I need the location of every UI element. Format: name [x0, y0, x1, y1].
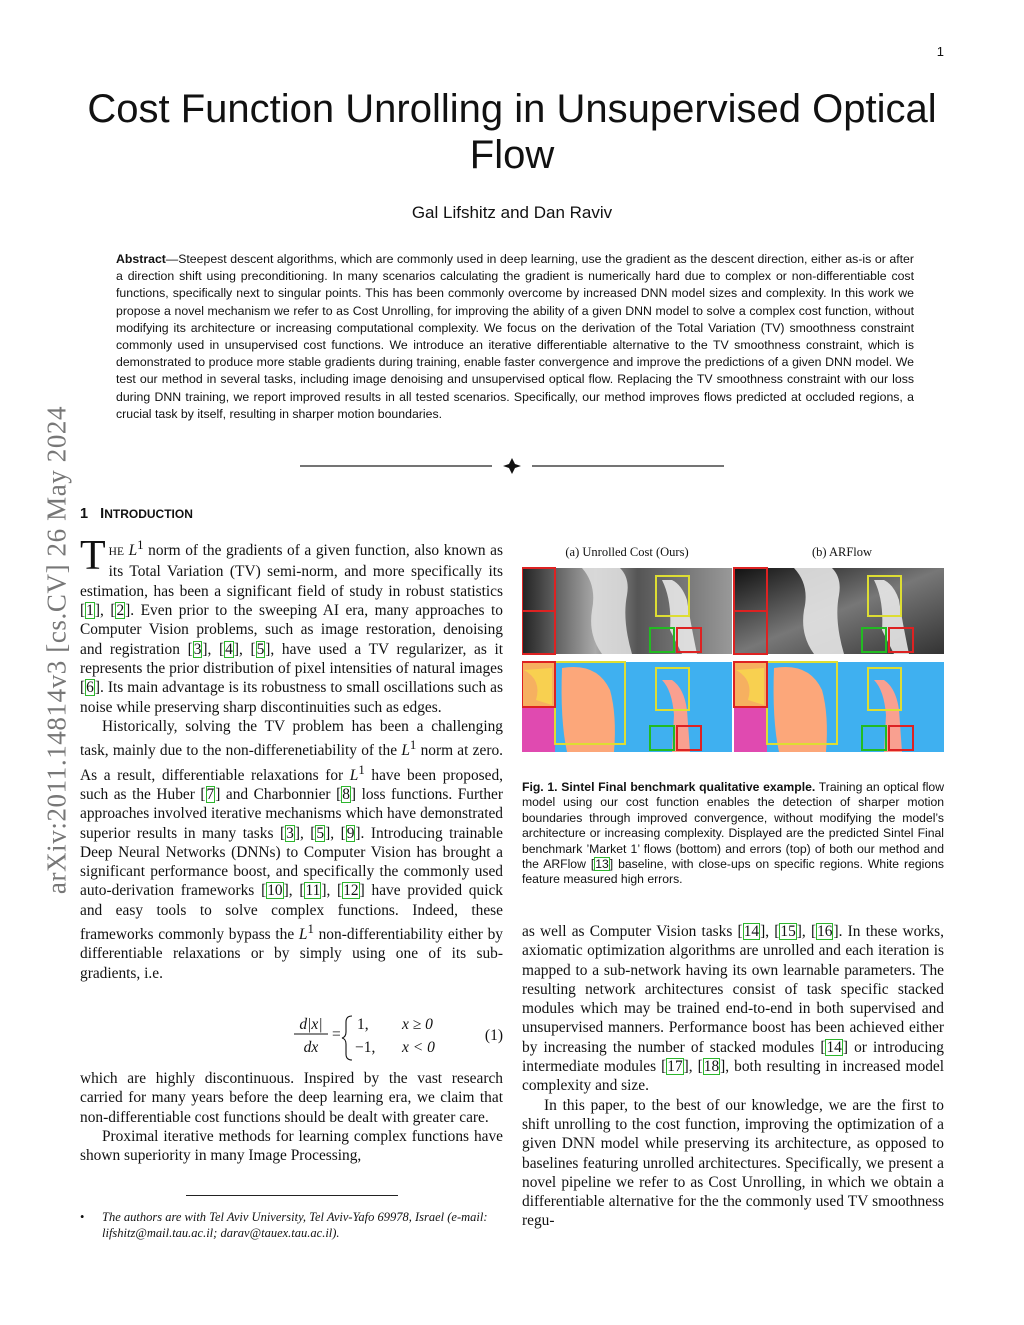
footnote: [80, 1209, 503, 1241]
eq-case1-cond: x ≥ 0: [402, 1016, 433, 1033]
panel-b-error-map: [734, 568, 944, 654]
citation-link[interactable]: 5: [316, 824, 325, 842]
equation-1: [80, 1010, 503, 1068]
drop-cap: T: [80, 533, 106, 579]
section-title-first: I: [100, 506, 105, 522]
footnote-bullet: •: [80, 1210, 85, 1224]
panel-a-flow-map: [522, 662, 732, 752]
citation-link[interactable]: 3: [193, 640, 202, 658]
citation-link[interactable]: 18: [703, 1058, 720, 1076]
citation-link[interactable]: 12: [343, 882, 359, 900]
citation-link[interactable]: 11: [305, 882, 321, 900]
l1-superscript: 1: [137, 538, 144, 552]
section-title-rest: NTRODUCTION: [104, 507, 193, 521]
citation-link[interactable]: 10: [267, 882, 283, 900]
abstract-label: Abstract: [116, 252, 166, 266]
citation-link[interactable]: 7: [206, 785, 215, 803]
citation-link[interactable]: 2: [116, 602, 125, 620]
citation-link[interactable]: 13: [595, 857, 609, 872]
citation-link[interactable]: 9: [346, 824, 355, 842]
column-left-top: [80, 533, 504, 983]
column-left-bottom: [80, 1069, 503, 1165]
section-number: 1: [80, 506, 89, 522]
eq-case2-cond: x < 0: [402, 1039, 435, 1056]
citation-link[interactable]: 6: [86, 679, 94, 697]
section-heading: [80, 506, 193, 522]
citation-link[interactable]: 16: [817, 923, 833, 940]
citation-link[interactable]: 5: [256, 640, 265, 658]
citation-link[interactable]: 15: [780, 923, 796, 940]
citation-link[interactable]: 14: [743, 923, 760, 940]
eq-case1-value: 1,: [357, 1016, 369, 1033]
intro-paragraph-2: Historically, solving the TV problem has been a challenging task, mainly due to the non-differenetiability of the $L^1$ norm at zero. As a result, differentiable relaxations for $L^1$ have been proposed, such as the Huber [7] and Charbonnier [8] loss functions. Further approaches involved iterative mechanisms which have demonstrated superior results in many tasks [3], [5], [9]. Introducing trainable Deep Neural Networks (DNNs) to Computer Vision has brought a significant performance boost, and specifically the commonly used auto-derivation frameworks [10], [11], [12] have provided quick and easy tools to solve complex functions. Indeed, these frameworks commonly bypass the $L^1$ non-differentiability either by differentiable relaxations or by simply using one of its sub-gradients, i.e.: [80, 717, 504, 982]
figure-1: [522, 540, 944, 752]
eq-denominator: dx: [303, 1039, 319, 1056]
diamond-ornament-icon: [503, 458, 521, 474]
cases-brace-icon: [342, 1016, 352, 1060]
figure-label-a: (a) Unrolled Cost (Ours): [565, 545, 689, 559]
page-number: 1: [936, 44, 944, 59]
right-paragraph-2: In this paper, to the best of our knowledge, we are the first to shift unrolling to the cost function, improving the optimization of a given DNN model while preserving its architecture, as opposed to baselines featuring unrolled architectures. Specifically, we present a novel pipeline we refer to as Cost Unrolling, in which we obtain a differentiable alternative for the the commonly used TV smoothness regu-: [522, 1096, 944, 1230]
intro-paragraph-1: THE $L^1$ norm of the gradients of a given function, also known as its Total Variation (TV) semi-norm, and more specifically its estimation, has been a significant field of study in robust statistics [1], [2]. Even prior to the sweeping AI era, many approaches to Computer Vision problems, such as image restoration, denoising and registration [3], [4], [5], have used a TV regularizer, as it represents the prior distribution of pixel intensities of natural images [6]. Its main advantage is its robustness to small oscillations such as noise while preserving sharp discontinuities such as edges.: [80, 533, 503, 716]
eq-number: (1): [484, 1027, 503, 1044]
eq-numerator: d|x|: [299, 1016, 323, 1033]
paper-title: Cost Function Unrolling in Unsupervised Optical Flow: [87, 87, 937, 177]
citation-link[interactable]: 8: [342, 785, 350, 803]
citation-link[interactable]: 14: [826, 1038, 842, 1056]
eq-case2-value: −1,: [355, 1039, 376, 1056]
intro-paragraph-3: which are highly discontinuous. Inspired by the vast research carried for many years before the deep learning era, we claim that non-differentiable cost functions should be dealt with greater care.: [80, 1070, 503, 1126]
section-divider: [300, 456, 724, 476]
citation-link[interactable]: 4: [225, 640, 233, 658]
arxiv-stamp-text: arXiv:2011.14814v3 [cs.CV] 26 May 2024: [41, 405, 72, 895]
abstract-text: —Steepest descent algorithms, which are commonly used in deep learning, use the gradient as the descent direction, either as-is or after a direction shift using preconditioning. In many scenarios calculating the gradient is numerically hard due to complex or non-differentiable cost functions, specifically next to singular points. This has been commonly overcome by increased DNN model sizes and complexity. In this work we propose a novel mechanism we refer to as Cost Unrolling, for improving the ability of a given DNN model to solve a complex cost function, without modifying its architecture or increasing computational complexity. We focus on the derivation of the Total Variation (TV) smoothness constraint commonly used in unsupervised cost functions. We introduce an iterative differentiable alternative to the TV smoothness constraint, which is demonstrated to produce more stable gradients during training, enable faster convergence and improve the predictions of a given DNN model. We test our method in several tasks, including image denoising and unsupervised optical flow. Replacing the TV smoothness constraint with our loss during DNN training, we report improved results in all tested scenarios. Specifically, our method improves flows predicted at occluded regions, a crucial task by itself, resulting in sharper motion boundaries.: [116, 252, 914, 421]
footnote-rule: [186, 1195, 398, 1196]
abstract: [116, 251, 914, 423]
right-paragraph-1: as well as Computer Vision tasks [14], [15], [16]. In these works, axiomatic optimization algorithms are unrolled and each iteration is mapped to a sub-network having its own learnable parameters. The resulting network architectures consist of task specific stacked modules which may be trained end-to-end in both supervised and unsupervised manners. Performance boost has been achieved either by increasing the number of stacked modules [14] or introducing intermediate modules [17], [18], both resulting in increased model complexity and size.: [522, 923, 945, 1095]
drop-cap-rest: HE: [108, 546, 124, 559]
column-right: [522, 922, 944, 1231]
figure-caption: Fig. 1. Sintel Final benchmark qualitative example. Training an optical flow model using our cost function enables the detection of sharper motion boundaries through improved convergence, without modifying the model’s architecture or increasing complexity. Displayed are the predicted Sintel Final benchmark ’Market 1’ flows (bottom) and errors (top) of both our method and the ARFlow [13] baseline, with close-ups on specific regions. White regions feature measured high errors.: [522, 780, 944, 887]
citation-link[interactable]: 1: [86, 602, 94, 620]
authors: Gal Lifshitz and Dan Raviv: [411, 203, 613, 222]
citation-link[interactable]: 17: [667, 1058, 683, 1076]
figure-label-b: (b) ARFlow: [811, 545, 873, 559]
panel-a-error-map: [522, 568, 732, 654]
panel-b-flow-map: [734, 662, 944, 752]
footnote-text: The authors are with Tel Aviv University, Tel Aviv-Yafo 69978, Israel (e-mail: lifshitz@mail.tau.ac.il; darav@tauex.tau.ac.il).: [102, 1210, 488, 1240]
caption-label: Fig. 1. Sintel Final benchmark qualitative example.: [522, 780, 816, 794]
svg-text:=: =: [332, 1026, 341, 1043]
citation-link[interactable]: 3: [286, 824, 294, 842]
intro-paragraph-4: Proximal iterative methods for learning complex functions have shown superiority in many Image Processing,: [80, 1127, 503, 1165]
